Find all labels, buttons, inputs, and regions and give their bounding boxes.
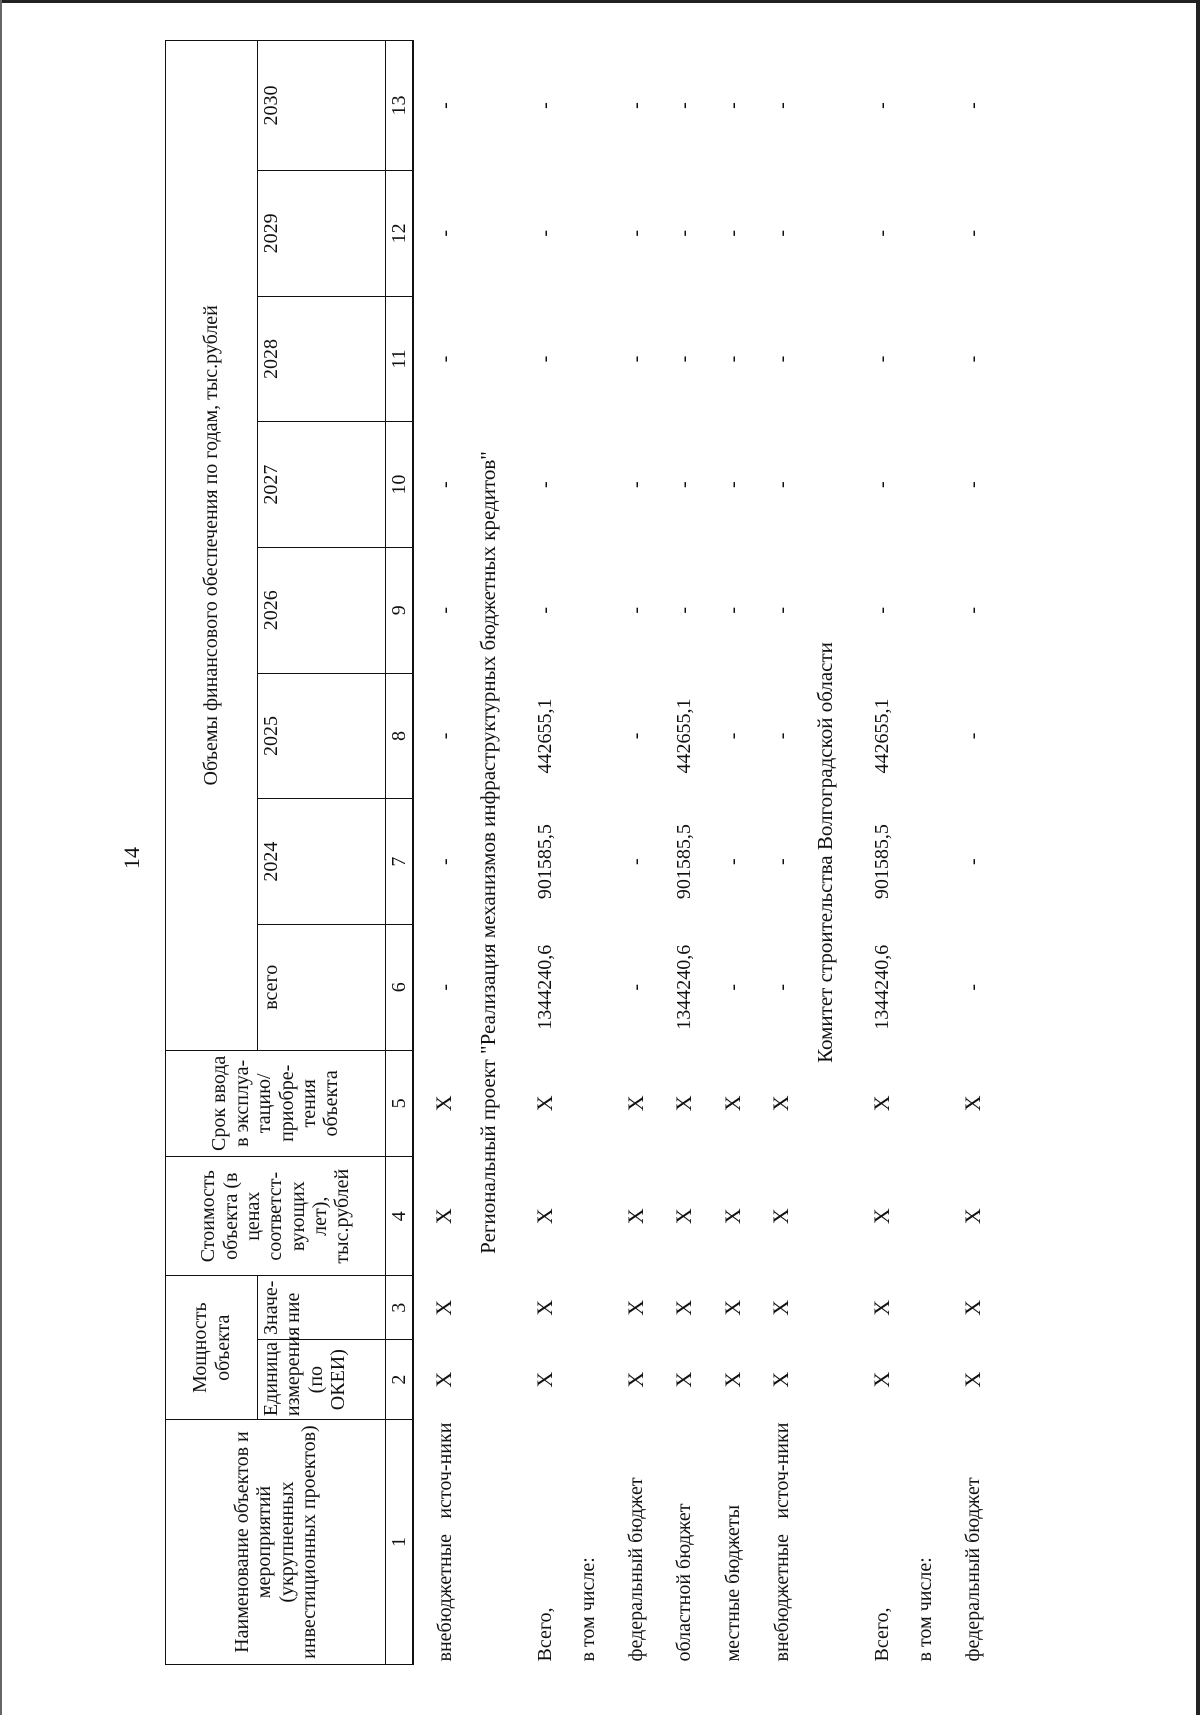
header-capacity-unit: Единица измерения (по ОКЕИ) <box>258 1340 386 1420</box>
row-name: внебюджетные источ-ники <box>770 1422 793 1662</box>
cell-2030: - <box>433 102 456 109</box>
cell-2028: - <box>870 355 893 363</box>
header-year: 2028 <box>258 296 386 422</box>
cell-2025: 442655,1 <box>870 698 893 774</box>
header-term: Срок ввода в эксплуа-тацию/ приобре-тения объекта <box>166 1050 386 1156</box>
header-funding: Объемы финансового обеспечения по годам, тыс.рублей <box>166 41 258 1051</box>
cell-2027: - <box>770 481 793 488</box>
table-body <box>386 41 992 1665</box>
cell-unit: X <box>431 1371 457 1388</box>
header-total: всего <box>258 924 386 1050</box>
cell-value: X <box>622 1299 648 1316</box>
cell-2026: - <box>961 606 984 614</box>
column-number: 2 <box>386 1340 414 1420</box>
cell-total: - <box>624 983 647 991</box>
table-row <box>751 41 800 1665</box>
cell-2028: - <box>770 355 793 363</box>
row-name: Всего, <box>533 1607 556 1662</box>
column-number: 1 <box>386 1420 414 1665</box>
cell-total: - <box>433 983 456 991</box>
column-number: 12 <box>386 170 414 296</box>
header-year: 2030 <box>258 41 386 171</box>
table-row <box>563 41 605 1665</box>
cell-2025: - <box>624 732 647 740</box>
cell-cost: X <box>431 1208 457 1225</box>
cell-value: X <box>531 1299 557 1316</box>
cell-2027: - <box>673 481 696 488</box>
cell-unit: X <box>959 1371 985 1388</box>
cell-unit: X <box>622 1371 648 1388</box>
cell-2030: - <box>721 102 744 109</box>
table-row <box>654 41 703 1665</box>
cell-value: X <box>959 1299 985 1316</box>
cell-2029: - <box>533 229 556 237</box>
cell-cost: X <box>768 1208 794 1225</box>
cell-total: 1344240,6 <box>673 944 696 1030</box>
page-edge-left <box>0 0 2 1715</box>
cell-2025: - <box>721 732 744 740</box>
cell-term: X <box>431 1095 457 1112</box>
cell-term: X <box>531 1095 557 1112</box>
cell-2028: - <box>673 355 696 363</box>
cell-2029: - <box>961 229 984 237</box>
cell-2026: - <box>870 606 893 614</box>
cell-unit: X <box>868 1371 894 1388</box>
column-number: 7 <box>386 799 414 925</box>
cell-2028: - <box>721 355 744 363</box>
column-number: 10 <box>386 422 414 548</box>
column-number: 11 <box>386 296 414 422</box>
page-edge-top <box>0 0 1200 3</box>
cell-cost: X <box>671 1208 697 1225</box>
column-number-row <box>386 41 414 1665</box>
table-row <box>606 41 655 1665</box>
cell-value: X <box>768 1299 794 1316</box>
table-row <box>413 41 463 1665</box>
cell-2027: - <box>533 481 556 488</box>
table-row <box>703 41 752 1665</box>
cell-2025: - <box>433 732 456 740</box>
cell-2030: - <box>870 102 893 109</box>
cell-unit: X <box>671 1371 697 1388</box>
cell-2030: - <box>961 102 984 109</box>
table-row <box>943 41 992 1665</box>
cell-value: X <box>431 1299 457 1316</box>
row-name: Всего, <box>870 1607 893 1662</box>
cell-value: X <box>719 1299 745 1316</box>
header-year: 2027 <box>258 422 386 548</box>
column-number: 5 <box>386 1050 414 1156</box>
cell-2024: - <box>433 858 456 865</box>
cell-2025: - <box>770 732 793 740</box>
cell-term: X <box>622 1095 648 1112</box>
cell-cost: X <box>622 1208 648 1225</box>
cell-2027: - <box>433 481 456 488</box>
cell-2027: - <box>961 481 984 488</box>
cell-2026: - <box>673 606 696 614</box>
page-edge-right <box>1196 0 1200 1715</box>
cell-total: 1344240,6 <box>870 944 893 1030</box>
header-name: Наименование объектов и мероприятий (укрупненных инвестиционных проектов) <box>166 1420 386 1665</box>
cell-2025: 442655,1 <box>533 698 556 774</box>
section-row <box>463 41 515 1665</box>
cell-unit: X <box>531 1371 557 1388</box>
cell-2028: - <box>961 355 984 363</box>
cell-2027: - <box>624 481 647 488</box>
header-capacity-value: Значе-ние <box>258 1276 386 1340</box>
cell-2030: - <box>624 102 647 109</box>
row-name: внебюджетные источ-ники <box>433 1422 456 1662</box>
cell-2026: - <box>770 606 793 614</box>
header-year: 2024 <box>258 799 386 925</box>
table-row <box>515 41 564 1665</box>
cell-2029: - <box>870 229 893 237</box>
cell-cost: X <box>959 1208 985 1225</box>
column-number: 9 <box>386 547 414 673</box>
header-year: 2026 <box>258 547 386 673</box>
section-title: Комитет строительства Волгоградской области <box>813 642 838 1063</box>
cell-term: X <box>719 1095 745 1112</box>
column-number: 4 <box>386 1157 414 1276</box>
column-number: 6 <box>386 924 414 1050</box>
cell-2025: - <box>961 732 984 740</box>
cell-2026: - <box>533 606 556 614</box>
header-cost: Стоимость объекта (в ценах соответст-вующих лет), тыс.рублей <box>166 1157 386 1276</box>
cell-unit: X <box>719 1371 745 1388</box>
cell-cost: X <box>531 1208 557 1225</box>
cell-cost: X <box>868 1208 894 1225</box>
cell-2030: - <box>673 102 696 109</box>
table-header <box>166 41 386 1665</box>
header-year: 2029 <box>258 170 386 296</box>
cell-2026: - <box>624 606 647 614</box>
cell-2030: - <box>533 102 556 109</box>
financing-table <box>165 40 991 1665</box>
cell-2029: - <box>433 229 456 237</box>
cell-2027: - <box>870 481 893 488</box>
row-name: федеральный бюджет <box>961 1477 984 1662</box>
cell-value: X <box>868 1299 894 1316</box>
cell-2024: - <box>624 858 647 865</box>
cell-total: 1344240,6 <box>533 944 556 1030</box>
cell-total: - <box>721 983 744 991</box>
row-name: в том числе: <box>914 1557 937 1662</box>
cell-unit: X <box>768 1371 794 1388</box>
cell-2024: - <box>961 858 984 865</box>
cell-2026: - <box>721 606 744 614</box>
cell-2024: - <box>770 858 793 865</box>
cell-2030: - <box>770 102 793 109</box>
table-row <box>852 41 901 1665</box>
table-row <box>900 41 942 1665</box>
section-row <box>800 41 852 1665</box>
cell-2024: 901585,5 <box>870 824 893 900</box>
cell-2028: - <box>433 355 456 363</box>
column-number: 3 <box>386 1276 414 1340</box>
cell-term: X <box>959 1095 985 1112</box>
row-name: федеральный бюджет <box>624 1477 647 1662</box>
cell-2028: - <box>533 355 556 363</box>
column-number: 8 <box>386 673 414 799</box>
cell-term: X <box>768 1095 794 1112</box>
cell-2028: - <box>624 355 647 363</box>
cell-total: - <box>961 983 984 991</box>
cell-2026: - <box>433 606 456 614</box>
cell-cost: X <box>719 1208 745 1225</box>
cell-2024: 901585,5 <box>533 824 556 900</box>
cell-2024: - <box>721 858 744 865</box>
cell-2029: - <box>770 229 793 237</box>
header-capacity: Мощность объекта <box>166 1276 258 1420</box>
rotated-table-container <box>165 40 1085 1665</box>
cell-2029: - <box>624 229 647 237</box>
cell-term: X <box>868 1095 894 1112</box>
cell-2027: - <box>721 481 744 488</box>
row-name: в том числе: <box>577 1557 600 1662</box>
cell-total: - <box>770 983 793 991</box>
page-number: 14 <box>119 847 144 869</box>
section-title: Региональный проект "Реализация механизмов инфраструктурных бюджетных кредитов" <box>476 451 501 1254</box>
cell-term: X <box>671 1095 697 1112</box>
cell-2024: 901585,5 <box>673 824 696 900</box>
header-year: 2025 <box>258 673 386 799</box>
row-name: областной бюджет <box>673 1503 696 1662</box>
row-name: местные бюджеты <box>721 1504 744 1662</box>
cell-2029: - <box>721 229 744 237</box>
cell-2025: 442655,1 <box>673 698 696 774</box>
cell-value: X <box>671 1299 697 1316</box>
cell-2029: - <box>673 229 696 237</box>
column-number: 13 <box>386 41 414 171</box>
